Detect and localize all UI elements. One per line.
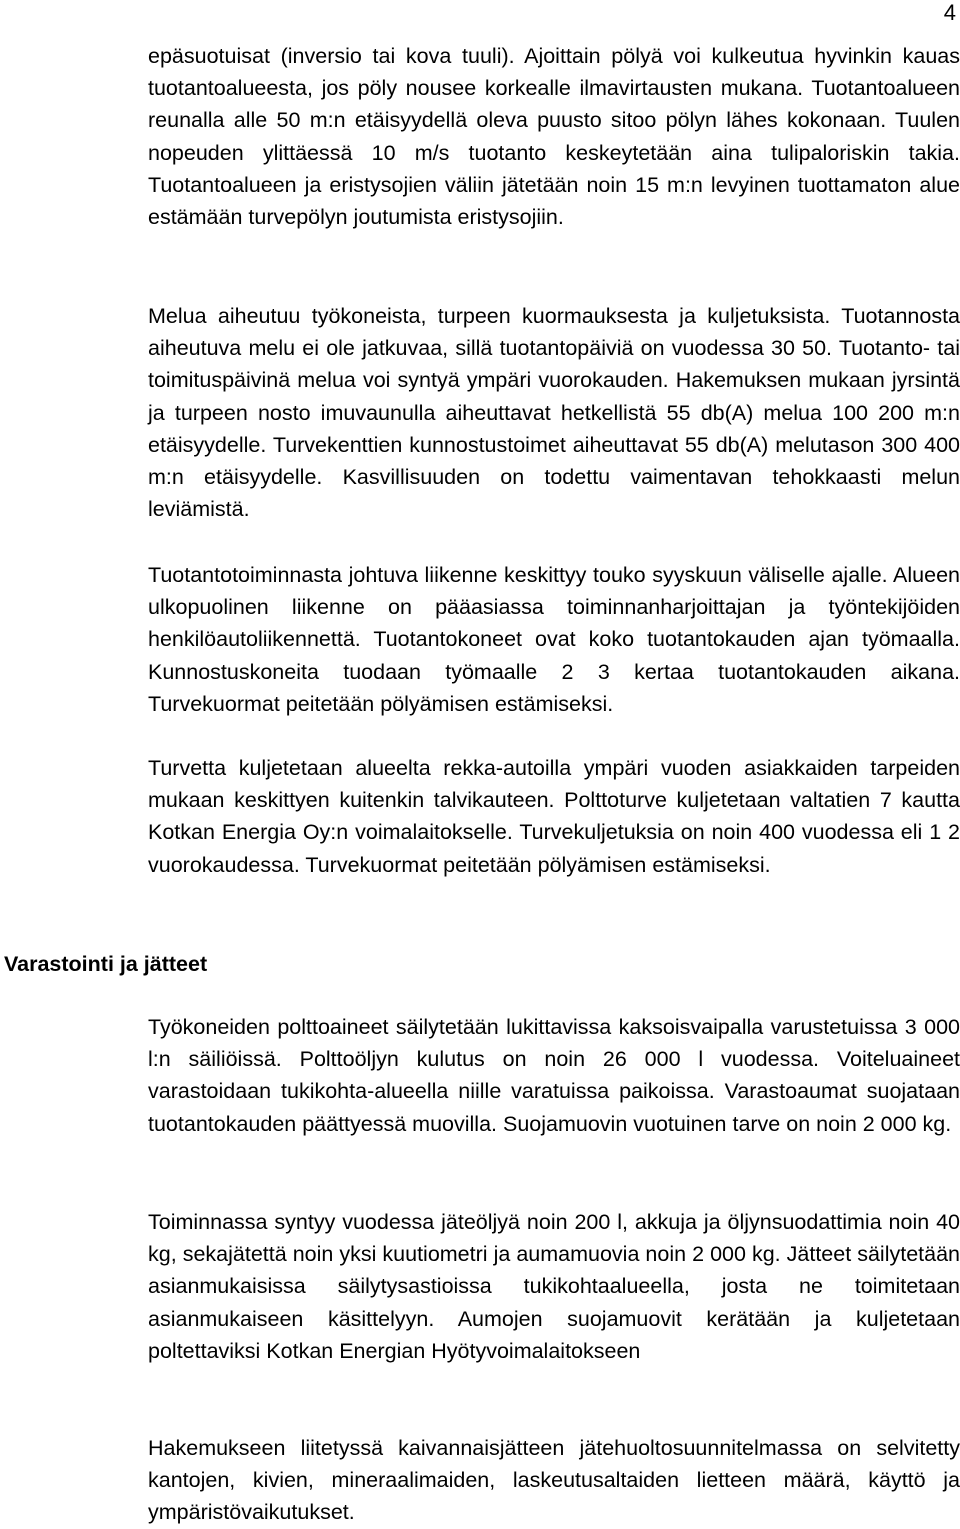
section-heading-storage-and-waste: Varastointi ja jätteet: [4, 952, 208, 976]
paragraph-dust: epäsuotuisat (inversio tai kova tuuli). Ajoittain pölyä voi kulkeutua hyvinkin kauas tuotantoalueesta, jos pöly nousee korkealle ilmavirtausten mukana. Tuotantoalueen reunalla alle 50 m:n etäisyydellä oleva puusto sitoo pölyn lähes kokonaan. Tuulen nopeuden ylittäessä 10 m/s tuotanto keskeytetään aina tulipaloriskin takia. Tuotantoalueen ja eristysojien väliin jätetään noin 15 m:n levyinen tuottamaton alue estämään turvepölyn joutumista eristysojiin.: [148, 44, 960, 230]
paragraph-noise: Melua aiheutuu työkoneista, turpeen kuormauksesta ja kuljetuksista. Tuotannosta aiheutuva melu ei ole jatkuvaa, sillä tuotantopäiviä on vuodessa 30 50. Tuotanto- tai toimituspäivinä melua voi syntyä ympäri vuorokauden. Hakemuksen mukaan jyrsintä ja turpeen nosto imuvaunulla aiheuttavat hetkellistä 55 db(A) melua 100 200 m:n etäisyydelle. Turvekenttien kunnostustoimet aiheuttavat 55 db(A) melutason 300 400 m:n etäisyydelle. Kasvillisuuden on todettu vaimentavan tehokkaasti melun leviämistä.: [148, 304, 960, 522]
paragraph-waste: Toiminnassa syntyy vuodessa jäteöljyä noin 200 l, akkuja ja öljynsuodattimia noin 40 kg, sekajätettä noin yksi kuutiometri ja aumamuovia noin 2 000 kg. Jätteet säilytetään asianmukaisissa säilytysastioissa tukikohtaalueella, josta ne toimitetaan asianmukaiseen käsittelyyn. Aumojen suojamuovit kerätään ja kuljetetaan poltettaviksi Kotkan Energian Hyötyvoimalaitokseen: [148, 1210, 960, 1363]
paragraph-traffic: Tuotantotoiminnasta johtuva liikenne keskittyy touko syyskuun väliselle ajalle. Alueen ulkopuolinen liikenne on pääasiassa toiminnanharjoittajan ja työntekijöiden henkilöautoliikennettä. Tuotantokoneet ovat koko tuotantokauden ajan työmaalla. Kunnostuskoneita tuodaan työmaalle 2 3 kertaa tuotantokauden aikana. Turvekuormat peitetään pölyämisen estämiseksi.: [148, 563, 960, 716]
paragraph-extractive-waste: Hakemukseen liitetyssä kaivannaisjätteen jätehuoltosuunnitelmassa on selvitetty kantojen, kivien, mineraalimaiden, laskeutusaltaiden lietteen määrä, käyttö ja ympäristövaikutukset.: [148, 1436, 960, 1525]
paragraph-transport: Turvetta kuljetetaan alueelta rekka-autoilla ympäri vuoden asiakkaiden tarpeiden mukaan keskittyen kuitenkin talvikauteen. Polttoturve kuljetetaan valtatien 7 kautta Kotkan Energia Oy:n voimalaitokselle. Turvekuljetuksia on noin 400 vuodessa eli 1 2 vuorokaudessa. Turvekuormat peitetään pölyämisen estämiseksi.: [148, 756, 960, 877]
page-number: 4: [943, 0, 956, 25]
paragraph-fuel-storage: Työkoneiden polttoaineet säilytetään lukittavissa kaksoisvaipalla varustetuissa 3 000 l:n säiliöissä. Polttoöljyn kulutus on noin 26 000 l vuodessa. Voiteluaineet varastoidaan tukikohta-alueella niille varatuissa paikoissa. Varastoaumat suojataan tuotantokauden päättyessä muovilla. Suojamuovin vuotuinen tarve on noin 2 000 kg.: [148, 1015, 960, 1136]
